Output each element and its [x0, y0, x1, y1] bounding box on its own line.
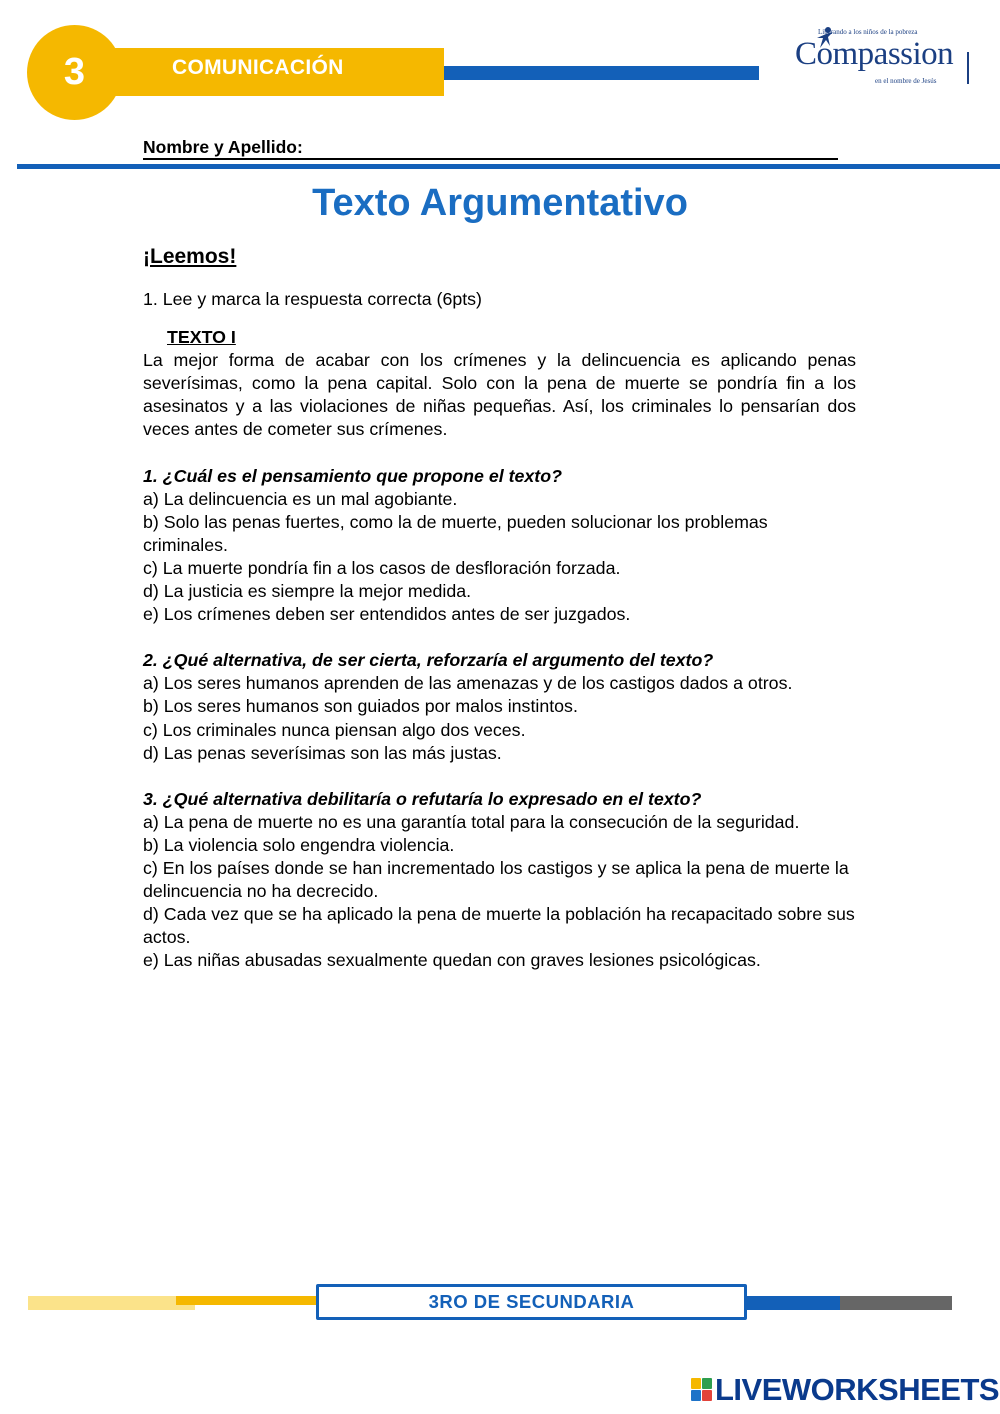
compassion-logo — [795, 24, 975, 94]
option-3b[interactable]: b) La violencia solo engendra violencia. — [143, 834, 455, 855]
worksheet-content — [143, 288, 856, 995]
option-1d[interactable]: d) La justicia es siempre la mejor medida. — [143, 581, 472, 602]
option-3e[interactable]: e) Las niñas abusadas sexualmente quedan con graves lesiones psicológicas. — [143, 950, 761, 971]
logo-brand: Compassion — [795, 36, 954, 72]
question-block-1 — [143, 465, 856, 627]
question-2: 2. ¿Qué alternativa, de ser cierta, reforzaría el argumento del texto? — [143, 650, 714, 671]
option-1a[interactable]: a) La delincuencia es un mal agobiante. — [143, 488, 458, 509]
question-1: 1. ¿Cuál es el pensamiento que propone el texto? — [143, 465, 562, 486]
page-title: Texto Argumentativo — [312, 182, 688, 224]
name-field[interactable] — [143, 137, 838, 160]
question-3: 3. ¿Qué alternativa debilitaría o refutaría lo expresado en el texto? — [143, 788, 702, 809]
footer-bar-light — [28, 1296, 195, 1310]
instruction: 1. Lee y marca la respuesta correcta (6pts) — [143, 289, 482, 309]
option-2b[interactable]: b) Los seres humanos son guiados por malos instintos. — [143, 696, 578, 717]
liveworksheets-icon — [691, 1378, 712, 1402]
option-1e[interactable]: e) Los crímenes deben ser entendidos antes de ser juzgados. — [143, 604, 631, 625]
passage: La mejor forma de acabar con los crímenes y la delincuencia es aplicando penas severísimas, como la pena capital. Solo con la pena de muerte se pondría fin a los asesinatos y a las violaciones de niñas pequeñas. Así, los criminales lo pensarían dos veces antes de cometer sus crímenes. — [143, 350, 856, 440]
grade-box — [316, 1284, 747, 1320]
logo-divider — [967, 52, 969, 84]
option-1c[interactable]: c) La muerte pondría fin a los casos de desfloración forzada. — [143, 557, 621, 578]
liveworksheets-wordmark: LIVEWORKSHEETS — [715, 1372, 1000, 1407]
footer-bar-gray — [840, 1296, 952, 1310]
option-3d[interactable]: d) Cada vez que se ha aplicado la pena de muerte la población ha recapacitado sobre sus actos. — [143, 904, 855, 948]
section-heading: ¡Leemos! — [143, 245, 237, 268]
logo-tagline-bottom: en el nombre de Jesús — [875, 77, 937, 85]
option-2c[interactable]: c) Los criminales nunca piensan algo dos veces. — [143, 719, 526, 740]
option-3c[interactable]: c) En los países donde se han incrementado los castigos y se aplica la pena de muerte la delincuencia no ha decrecido. — [143, 857, 849, 902]
option-1b[interactable]: b) Solo las penas fuertes, como la de muerte, pueden solucionar los problemas criminales. — [143, 511, 768, 555]
subject-title: COMUNICACIÓN — [172, 56, 344, 79]
grade-label: 3RO DE SECUNDARIA — [428, 1291, 635, 1312]
option-2a[interactable]: a) Los seres humanos aprenden de las amenazas y de los castigos dados a otros. — [143, 673, 793, 694]
footer-bar-yellow — [176, 1296, 317, 1305]
text-label: TEXTO I — [167, 327, 236, 348]
footer-bar-blue — [747, 1296, 842, 1310]
option-2d[interactable]: d) Las penas severísimas son las más justas. — [143, 742, 502, 763]
question-block-2 — [143, 649, 856, 764]
name-label: Nombre y Apellido: — [143, 137, 303, 157]
option-3a[interactable]: a) La pena de muerte no es una garantía total para la consecución de la seguridad. — [143, 811, 800, 832]
header-rule — [17, 164, 1000, 169]
logo-tagline-top: Liberando a los niños de la pobreza — [818, 28, 918, 36]
header-blue-bar — [444, 66, 759, 80]
question-block-3 — [143, 788, 856, 973]
unit-number: 3 — [63, 51, 86, 93]
text-label-row — [143, 326, 856, 349]
